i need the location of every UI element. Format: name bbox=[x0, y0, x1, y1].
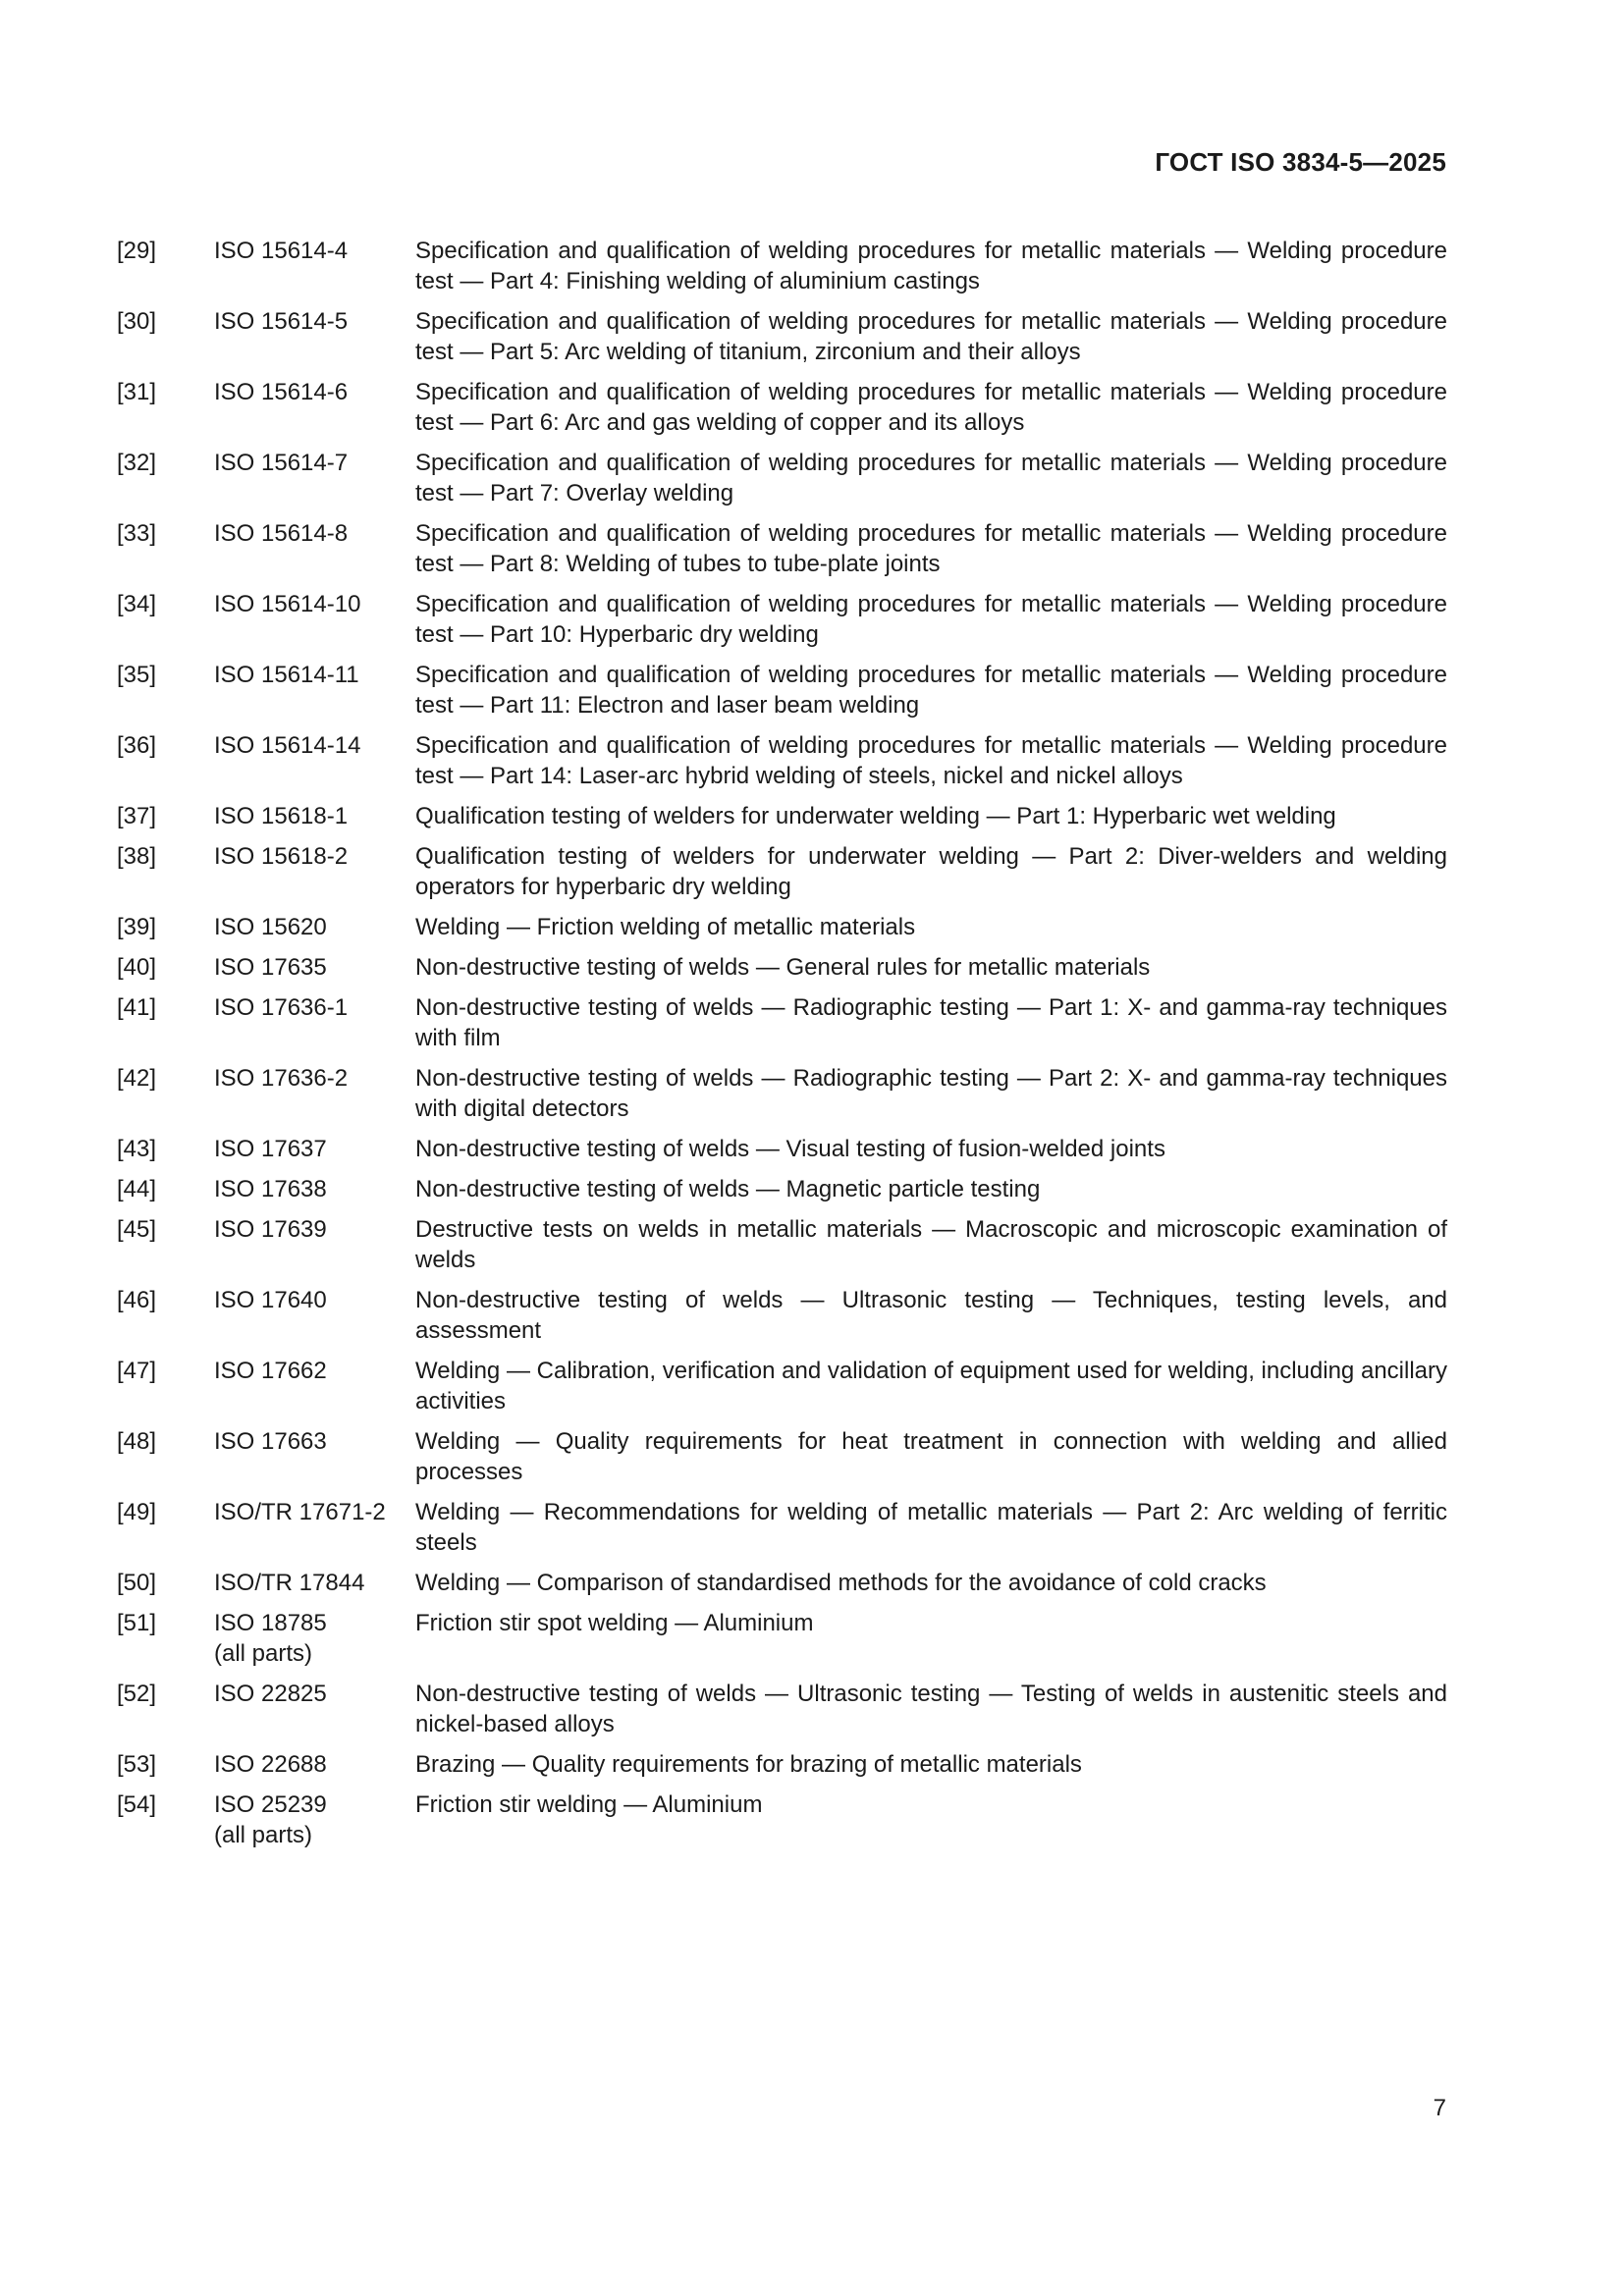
reference-code: ISO 17636-2 bbox=[214, 1065, 349, 1092]
reference-code-cell bbox=[214, 841, 415, 872]
reference-number: [40] bbox=[117, 954, 157, 981]
reference-code: ISO 15614-8 bbox=[214, 520, 349, 547]
reference-title: Specification and qualification of welding procedures for metallic materials — Welding procedure test — Part 6: Arc and gas welding of copper and its alloys bbox=[415, 379, 1447, 436]
reference-code-cell bbox=[214, 1174, 415, 1204]
reference-entry bbox=[117, 952, 1447, 983]
reference-entry bbox=[117, 992, 1447, 1053]
reference-code-cell bbox=[214, 1356, 415, 1386]
reference-entry bbox=[117, 1679, 1447, 1739]
reference-entry bbox=[117, 1356, 1447, 1416]
reference-code-note: (all parts) bbox=[214, 1640, 313, 1667]
reference-title: Specification and qualification of welding procedures for metallic materials — Welding procedure test — Part 7: Overlay welding bbox=[415, 450, 1447, 507]
reference-number: [32] bbox=[117, 450, 157, 476]
reference-number: [47] bbox=[117, 1358, 157, 1384]
reference-number: [48] bbox=[117, 1428, 157, 1455]
reference-title: Qualification testing of welders for underwater welding — Part 2: Diver-welders and welding operators for hyperbaric dry welding bbox=[415, 843, 1447, 900]
reference-entry bbox=[117, 448, 1447, 508]
reference-code: ISO 18785 bbox=[214, 1610, 327, 1636]
reference-number: [31] bbox=[117, 379, 157, 405]
reference-number: [46] bbox=[117, 1287, 157, 1313]
reference-code-cell bbox=[214, 1134, 415, 1164]
reference-entry bbox=[117, 660, 1447, 721]
reference-title: Non-destructive testing of welds — Visual testing of fusion-welded joints bbox=[415, 1136, 1165, 1162]
reference-code-cell bbox=[214, 730, 415, 761]
reference-code-cell bbox=[214, 660, 415, 690]
reference-entry bbox=[117, 801, 1447, 831]
reference-entry bbox=[117, 1749, 1447, 1780]
reference-code-cell bbox=[214, 518, 415, 549]
reference-number: [41] bbox=[117, 994, 157, 1021]
reference-code-cell bbox=[214, 1214, 415, 1245]
reference-code: ISO 17662 bbox=[214, 1358, 327, 1384]
reference-number: [34] bbox=[117, 591, 157, 617]
reference-code-cell bbox=[214, 448, 415, 478]
reference-code: ISO 17640 bbox=[214, 1287, 327, 1313]
reference-number: [42] bbox=[117, 1065, 157, 1092]
page-number: 7 bbox=[1433, 2095, 1446, 2121]
reference-title: Non-destructive testing of welds — Radiographic testing — Part 2: X- and gamma-ray techniques with digital detectors bbox=[415, 1065, 1447, 1122]
reference-code: ISO 15614-6 bbox=[214, 379, 349, 405]
reference-code: ISO/TR 17671-2 bbox=[214, 1499, 386, 1525]
reference-number: [49] bbox=[117, 1499, 157, 1525]
reference-code-cell bbox=[214, 1789, 415, 1850]
reference-number: [38] bbox=[117, 843, 157, 870]
reference-code-cell bbox=[214, 952, 415, 983]
reference-entry bbox=[117, 1497, 1447, 1558]
reference-code: ISO 17638 bbox=[214, 1176, 327, 1202]
reference-code: ISO 15614-10 bbox=[214, 591, 361, 617]
reference-code-cell bbox=[214, 1426, 415, 1457]
reference-entry bbox=[117, 1568, 1447, 1598]
reference-entry bbox=[117, 1063, 1447, 1124]
reference-number: [53] bbox=[117, 1751, 157, 1778]
reference-number: [52] bbox=[117, 1681, 157, 1707]
reference-code-cell bbox=[214, 236, 415, 266]
reference-code: ISO 22825 bbox=[214, 1681, 327, 1707]
reference-code-cell bbox=[214, 801, 415, 831]
reference-number: [54] bbox=[117, 1791, 157, 1818]
reference-title: Brazing — Quality requirements for brazing of metallic materials bbox=[415, 1751, 1082, 1778]
reference-code-cell bbox=[214, 1679, 415, 1709]
reference-number: [30] bbox=[117, 308, 157, 335]
reference-number: [39] bbox=[117, 914, 157, 940]
reference-entry bbox=[117, 518, 1447, 579]
reference-title: Qualification testing of welders for underwater welding — Part 1: Hyperbaric wet welding bbox=[415, 803, 1336, 829]
reference-entry bbox=[117, 589, 1447, 650]
reference-code: ISO 15614-11 bbox=[214, 662, 359, 688]
reference-title: Non-destructive testing of welds — Ultrasonic testing — Testing of welds in austenitic steels and nickel-based alloys bbox=[415, 1681, 1447, 1737]
reference-code: ISO 25239 bbox=[214, 1791, 327, 1818]
reference-code-note: (all parts) bbox=[214, 1822, 313, 1848]
reference-code: ISO 17636-1 bbox=[214, 994, 349, 1021]
reference-title: Specification and qualification of welding procedures for metallic materials — Welding procedure test — Part 8: Welding of tubes to tube-plate joints bbox=[415, 520, 1447, 577]
reference-entry bbox=[117, 1285, 1447, 1346]
reference-title: Welding — Quality requirements for heat treatment in connection with welding and allied processes bbox=[415, 1428, 1447, 1485]
reference-code: ISO 15614-5 bbox=[214, 308, 349, 335]
reference-entry bbox=[117, 236, 1447, 296]
reference-entry bbox=[117, 1134, 1447, 1164]
reference-entry bbox=[117, 841, 1447, 902]
reference-code-cell bbox=[214, 1749, 415, 1780]
reference-title: Non-destructive testing of welds — Radiographic testing — Part 1: X- and gamma-ray techniques with film bbox=[415, 994, 1447, 1051]
reference-code: ISO 17639 bbox=[214, 1216, 327, 1243]
reference-code-cell bbox=[214, 1568, 415, 1598]
reference-title: Specification and qualification of welding procedures for metallic materials — Welding procedure test — Part 4: Finishing welding of aluminium castings bbox=[415, 238, 1447, 294]
reference-entry bbox=[117, 1426, 1447, 1487]
reference-title: Non-destructive testing of welds — Magnetic particle testing bbox=[415, 1176, 1041, 1202]
reference-code: ISO 22688 bbox=[214, 1751, 327, 1778]
reference-code-cell bbox=[214, 992, 415, 1023]
reference-number: [29] bbox=[117, 238, 157, 264]
reference-code-cell bbox=[214, 589, 415, 619]
reference-number: [37] bbox=[117, 803, 157, 829]
reference-title: Welding — Recommendations for welding of metallic materials — Part 2: Arc welding of ferritic steels bbox=[415, 1499, 1447, 1556]
reference-code: ISO 15618-2 bbox=[214, 843, 349, 870]
reference-code: ISO 15618-1 bbox=[214, 803, 349, 829]
reference-code: ISO 17637 bbox=[214, 1136, 327, 1162]
reference-code-cell bbox=[214, 1285, 415, 1315]
reference-number: [44] bbox=[117, 1176, 157, 1202]
reference-code-cell bbox=[214, 912, 415, 942]
reference-code: ISO 15620 bbox=[214, 914, 327, 940]
reference-number: [50] bbox=[117, 1570, 157, 1596]
reference-entry bbox=[117, 1174, 1447, 1204]
reference-code: ISO 15614-4 bbox=[214, 238, 349, 264]
reference-title: Specification and qualification of welding procedures for metallic materials — Welding procedure test — Part 11: Electron and laser beam welding bbox=[415, 662, 1447, 719]
reference-title: Specification and qualification of welding procedures for metallic materials — Welding procedure test — Part 14: Laser-arc hybrid welding of steels, nickel and nickel alloys bbox=[415, 732, 1447, 789]
reference-code-cell bbox=[214, 1497, 415, 1527]
reference-code: ISO 17635 bbox=[214, 954, 327, 981]
reference-title: Specification and qualification of welding procedures for metallic materials — Welding procedure test — Part 10: Hyperbaric dry welding bbox=[415, 591, 1447, 648]
reference-code-cell bbox=[214, 1063, 415, 1094]
reference-number: [51] bbox=[117, 1610, 157, 1636]
reference-title: Destructive tests on welds in metallic materials — Macroscopic and microscopic examination of welds bbox=[415, 1216, 1447, 1273]
reference-code: ISO 17663 bbox=[214, 1428, 327, 1455]
reference-title: Non-destructive testing of welds — General rules for metallic materials bbox=[415, 954, 1151, 981]
reference-code-cell bbox=[214, 306, 415, 337]
reference-code: ISO/TR 17844 bbox=[214, 1570, 365, 1596]
reference-code: ISO 15614-14 bbox=[214, 732, 361, 759]
reference-number: [36] bbox=[117, 732, 157, 759]
reference-number: [35] bbox=[117, 662, 157, 688]
reference-code-cell bbox=[214, 1608, 415, 1669]
reference-entry bbox=[117, 1214, 1447, 1275]
reference-number: [43] bbox=[117, 1136, 157, 1162]
document-header: ГОСТ ISO 3834-5—2025 bbox=[1155, 147, 1446, 177]
reference-title: Specification and qualification of welding procedures for metallic materials — Welding procedure test — Part 5: Arc welding of titanium, zirconium and their alloys bbox=[415, 308, 1447, 365]
reference-code-cell bbox=[214, 377, 415, 407]
reference-title: Non-destructive testing of welds — Ultrasonic testing — Techniques, testing levels, and assessment bbox=[415, 1287, 1447, 1344]
reference-entry bbox=[117, 306, 1447, 367]
reference-title: Welding — Comparison of standardised methods for the avoidance of cold cracks bbox=[415, 1570, 1267, 1596]
reference-entry bbox=[117, 1789, 1447, 1850]
reference-number: [45] bbox=[117, 1216, 157, 1243]
reference-code: ISO 15614-7 bbox=[214, 450, 349, 476]
reference-title: Welding — Calibration, verification and validation of equipment used for welding, including ancillary activities bbox=[415, 1358, 1447, 1415]
reference-title: Friction stir welding — Aluminium bbox=[415, 1791, 763, 1818]
reference-entry bbox=[117, 377, 1447, 438]
reference-entry bbox=[117, 912, 1447, 942]
reference-number: [33] bbox=[117, 520, 157, 547]
reference-entry bbox=[117, 1608, 1447, 1669]
reference-entry bbox=[117, 730, 1447, 791]
bibliography-list bbox=[117, 236, 1447, 1860]
reference-title: Welding — Friction welding of metallic materials bbox=[415, 914, 916, 940]
reference-title: Friction stir spot welding — Aluminium bbox=[415, 1610, 814, 1636]
